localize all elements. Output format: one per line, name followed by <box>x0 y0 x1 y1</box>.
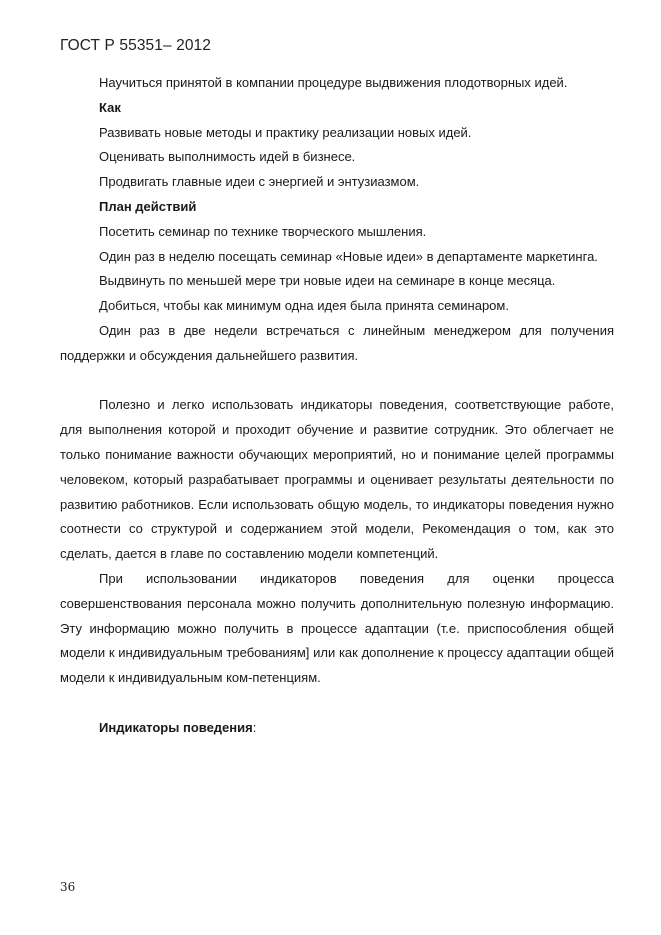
document-header: ГОСТ Р 55351– 2012 <box>60 37 211 54</box>
paragraph: Оценивать выполнимость идей в бизнесе. <box>99 149 356 165</box>
paragraph: Добиться, чтобы как минимум одна идея была принята семинаром. <box>99 298 509 314</box>
page-number: 36 <box>60 880 76 894</box>
paragraph: Продвигать главные идеи с энергией и энтузиазмом. <box>99 174 420 190</box>
section-heading-indicators <box>60 716 614 741</box>
paragraph: Научиться принятой в компании процедуре выдвижения плодотворных идей. <box>99 75 568 90</box>
paragraph-spacer <box>60 369 614 394</box>
indicators-heading-text: Индикаторы поведения <box>99 719 253 735</box>
paragraph: Один раз в две недели встречаться с линейным менеджером для получения поддержки и обсуждения дальнейшего развития. <box>60 322 614 363</box>
paragraph-spacer <box>60 691 614 716</box>
paragraph: Выдвинуть по меньшей мере три новые идеи на семинаре в конце месяца. <box>99 273 556 289</box>
section-heading-action-plan: План действий <box>99 198 197 214</box>
section-heading-how: Как <box>99 99 121 115</box>
paragraph: Полезно и легко использовать индикаторы поведения, соответствующие работе, для выполнения которой и проходит обучение и развитие сотрудник. Это облегчает не только понимание важности обучающих мероприятий, но и понимание целей программы человеком, который разрабатывает программы и оценивает результаты деятельности по развитию работников. Если использовать общую модель, то индикаторы поведения нужно соотнести со структурой и содержанием этой модели, Рекомендация о том, как это сделать, дается в главе по составлению модели компетенций. <box>60 397 614 562</box>
document-body <box>60 71 614 741</box>
indicators-heading-colon: : <box>252 719 257 735</box>
paragraph: Развивать новые методы и практику реализации новых идей. <box>99 124 472 140</box>
paragraph: Посетить семинар по технике творческого мышления. <box>99 223 427 239</box>
paragraph: При использовании индикаторов поведения для оценки процесса совершенствования персонала можно получить дополнительную полезную информацию. Эту информацию можно получить в процессе адаптации (т.е. приспособления общей модели к индивидуальным требованиям] или как дополнение к процессу адаптации общей модели к индивидуальным ком-петенциям. <box>60 570 614 686</box>
paragraph: Один раз в неделю посещать семинар «Новые идеи» в департаменте маркетинга. <box>99 248 598 264</box>
